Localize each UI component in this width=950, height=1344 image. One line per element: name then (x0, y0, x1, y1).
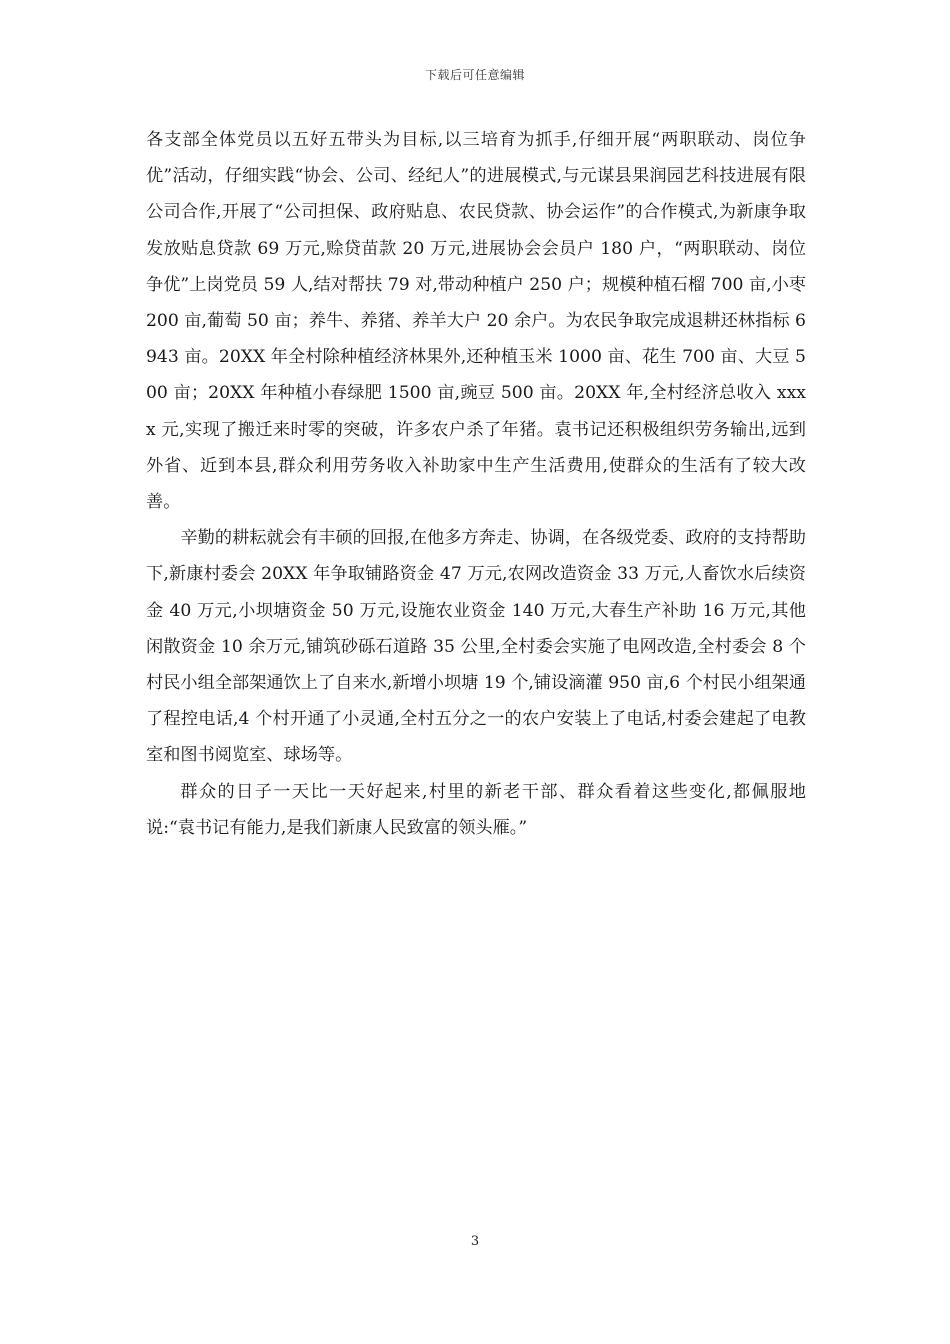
paragraph: 群众的日子一天比一天好起来,村里的新老干部、群众看着这些变化,都佩服地说:“袁书记有能力,是我们新康人民致富的领头雁。” (146, 781, 806, 838)
document-body (146, 122, 806, 846)
paragraph-continued: 各支部全体党员以五好五带头为目标,以三培育为抓手,仔细开展“两职联动、岗位争优”活动，仔细实践“协会、公司、经纪人”的进展模式,与元谋县果润园艺科技进展有限公司合作,开展了“公司担保、政府贴息、农民贷款、协会运作”的合作模式,为新康争取发放贴息贷款 69 万元,赊贷苗款 20 万元,进展协会会员户 180 户，“两职联动、岗位争优”上岗党员 59 人,结对帮扶 79 对,带动种植户 250 户；规模种植石榴 700 亩,小枣 200 亩,葡萄 50 亩；养牛、养猪、养羊大户 20 余户。为农民争取完成退耕还林指标 6943 亩。20XX 年全村除种植经济林果外,还种植玉米 1000 亩、花生 700 亩、大豆 500 亩；20XX 年种植小春绿肥 1500 亩,豌豆 500 亩。20XX 年,全村经济总收入 xxxx 元,实现了搬迁来时零的突破，许多农户杀了年猪。袁书记还积极组织劳务输出,远到外省、近到本县,群众利用劳务收入补助家中生产生活费用,使群众的生活有了较大改善。 (146, 130, 806, 513)
page-header: 下载后可任意编辑 (424, 68, 525, 82)
paragraph: 辛勤的耕耘就会有丰硕的回报,在他多方奔走、协调，在各级党委、政府的支持帮助下,新康村委会 20XX 年争取铺路资金 47 万元,农网改造资金 33 万元,人畜饮水后续资金 40 万元,小坝塘资金 50 万元,设施农业资金 140 万元,大春生产补助 16 万元,其他闲散资金 10 余万元,铺筑砂砾石道路 35 公里,全村委会实施了电网改造,全村委会 8 个村民小组全部架通饮上了自来水,新增小坝塘 19 个,铺设滴灌 950 亩,6 个村民小组架通了程控电话,4 个村开通了小灵通,全村五分之一的农户安装上了电话,村委会建起了电教室和图书阅览室、球场等。 (146, 528, 806, 766)
page-number: 3 (470, 1234, 480, 1249)
